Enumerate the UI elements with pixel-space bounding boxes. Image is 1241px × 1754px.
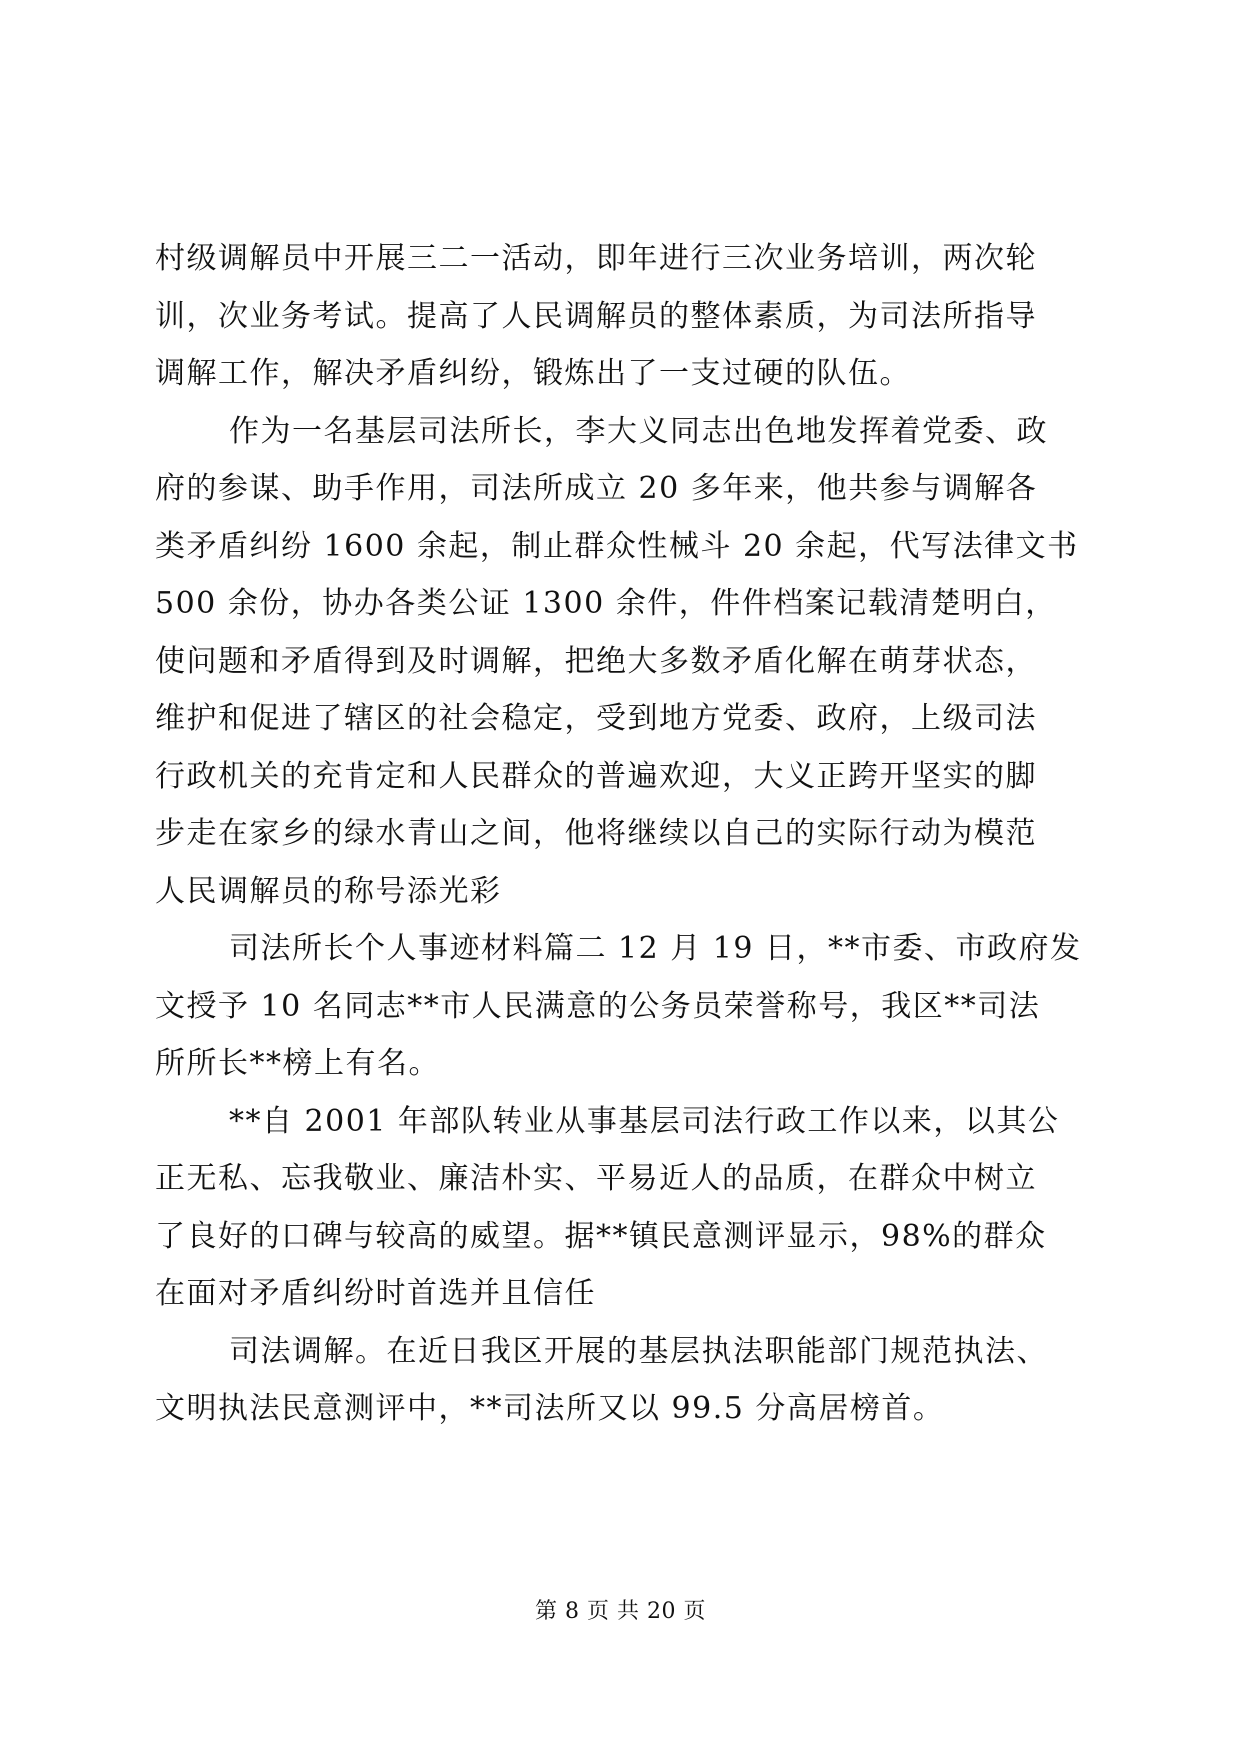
text-line: 类矛盾纠纷 1600 余起，制止群众性械斗 20 余起，代写法律文书 xyxy=(155,528,1079,564)
text-line: 步走在家乡的绿水青山之间，他将继续以自己的实际行动为模范 xyxy=(155,816,1037,851)
text-line: 调解工作，解决矛盾纠纷，锻炼出了一支过硬的队伍。 xyxy=(155,356,911,391)
text-line: 使问题和矛盾得到及时调解，把绝大多数矛盾化解在萌芽状态， xyxy=(155,643,1037,679)
page-number-footer: 第 8 页 共 20 页 xyxy=(535,1599,706,1624)
text-line: 村级调解员中开展三二一活动，即年进行三次业务培训，两次轮 xyxy=(155,241,1037,276)
text-line: 了良好的口碑与较高的威望。据**镇民意测评显示，98%的群众 xyxy=(155,1218,1047,1254)
text-line: **自 2001 年部队转业从事基层司法行政工作以来，以其公 xyxy=(229,1103,1060,1139)
text-line: 文授予 10 名同志**市人民满意的公务员荣誉称号，我区**司法 xyxy=(155,988,1041,1024)
text-line: 正无私、忘我敬业、廉洁朴实、平易近人的品质，在群众中树立 xyxy=(155,1161,1037,1196)
text-line: 在面对矛盾纠纷时首选并且信任 xyxy=(155,1276,596,1311)
text-line: 文明执法民意测评中，**司法所又以 99.5 分高居榜首。 xyxy=(155,1391,945,1426)
text-line: 所所长**榜上有名。 xyxy=(155,1046,440,1081)
text-line: 训，次业务考试。提高了人民调解员的整体素质，为司法所指导 xyxy=(155,298,1037,334)
text-line: 司法调解。在近日我区开展的基层执法职能部门规范执法、 xyxy=(229,1333,1048,1369)
document-body xyxy=(155,230,1085,1438)
text-line: 司法所长个人事迹材料篇二 12 月 19 日，**市委、市政府发 xyxy=(229,931,1082,966)
text-line: 作为一名基层司法所长，李大义同志出色地发挥着党委、政 xyxy=(229,413,1048,449)
text-line: 人民调解员的称号添光彩 xyxy=(155,873,502,909)
text-line: 府的参谋、助手作用，司法所成立 20 多年来，他共参与调解各 xyxy=(155,471,1038,506)
text-line: 行政机关的充肯定和人民群众的普遍欢迎，大义正跨开坚实的脚 xyxy=(155,758,1037,794)
text-line: 维护和促进了辖区的社会稳定，受到地方党委、政府，上级司法 xyxy=(155,701,1037,736)
text-line: 500 余份，协办各类公证 1300 余件，件件档案记载清楚明白， xyxy=(155,586,1057,621)
